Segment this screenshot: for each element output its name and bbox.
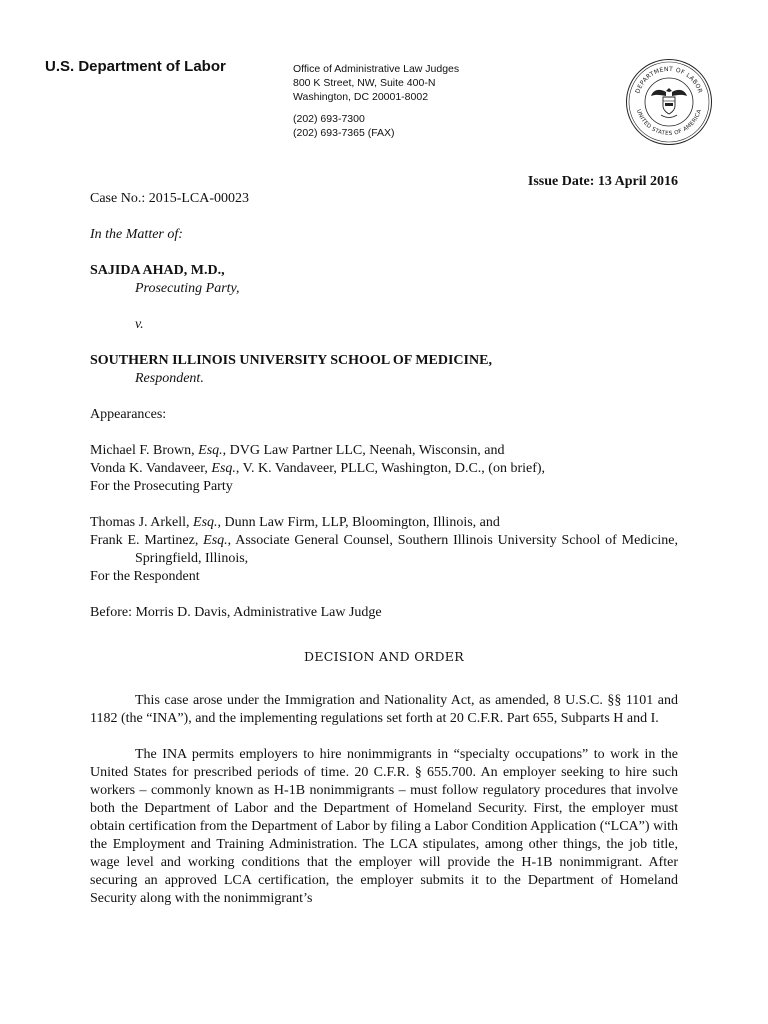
appearance-line: Frank E. Martinez, Esq., Associate General Counsel, Southern Illinois University School of Medicine, Springfield, Illinois,: [90, 533, 679, 566]
case-number: Case No.: 2015-LCA-00023: [90, 191, 250, 206]
paragraph: The INA permits employers to hire nonimmigrants in “specialty occupations” to work in the United States for prescribed periods of time. 20 C.F.R. § 655.700. An employer seeking to hire such workers – commonly known as H-1B nonimmigrants – must follow regulatory procedures that involve both the Department of Labor and the Department of Homeland Security. First, the employer must obtain certification from the Department of Labor by filing a Labor Condition Application (“LCA”) with the Employment and Training Administration. The LCA stipulates, among other things, the job title, wage level and working conditions that the employer will provide the H-1B nonimmigrant. After securing an approved LCA certification, the employer submits it to the Department of Homeland Security along with the nonimmigrant’s: [90, 747, 678, 906]
office-line: 800 K Street, NW, Suite 400-N: [293, 77, 436, 89]
fax-line: (202) 693-7365 (FAX): [293, 127, 395, 139]
department-seal-icon: [625, 58, 713, 146]
judge-line: Before: Morris D. Davis, Administrative Law Judge: [90, 605, 382, 620]
document-title: DECISION AND ORDER: [304, 649, 464, 664]
paragraph: This case arose under the Immigration and Nationality Act, as amended, 8 U.S.C. §§ 1101 and 1182 (the “INA”), and the implementing regulations set forth at 20 C.F.R. Part 655, Subparts H and I.: [90, 693, 678, 726]
seal-top-text: DEPARTMENT OF LABOR: [634, 65, 704, 95]
appearance-for: For the Prosecuting Party: [90, 479, 233, 494]
respondent-role: Respondent.: [135, 371, 204, 386]
appearance-line: Vonda K. Vandaveer, Esq., V. K. Vandaveer, PLLC, Washington, D.C., (on brief),: [90, 461, 546, 476]
document-body: [90, 190, 678, 908]
prosecuting-party-role: Prosecuting Party,: [135, 281, 240, 296]
versus-label: v.: [135, 317, 144, 332]
appearances-label: Appearances:: [90, 407, 167, 422]
office-line: Office of Administrative Law Judges: [293, 63, 460, 75]
svg-text:UNITED STATES OF AMERICA: [635, 109, 703, 137]
prosecuting-party-name: SAJIDA AHAD, M.D.,: [90, 263, 225, 278]
appearance-line: Michael F. Brown, Esq., DVG Law Partner LLC, Neenah, Wisconsin, and: [90, 443, 505, 458]
office-line: Washington, DC 20001-8002: [293, 91, 429, 103]
respondent-name: SOUTHERN ILLINOIS UNIVERSITY SCHOOL OF MEDICINE,: [90, 353, 492, 368]
agency-name: U.S. Department of Labor: [45, 58, 226, 75]
seal-bottom-text: UNITED STATES OF AMERICA: [634, 108, 703, 138]
phone-line: (202) 693-7300: [293, 113, 365, 125]
appearance-for: For the Respondent: [90, 569, 200, 584]
appearance-line: Thomas J. Arkell, Esq., Dunn Law Firm, LLP, Bloomington, Illinois, and: [90, 515, 500, 530]
issue-date: Issue Date: 13 April 2016: [527, 174, 678, 189]
office-address: [293, 62, 459, 140]
matter-label: In the Matter of:: [90, 227, 183, 242]
